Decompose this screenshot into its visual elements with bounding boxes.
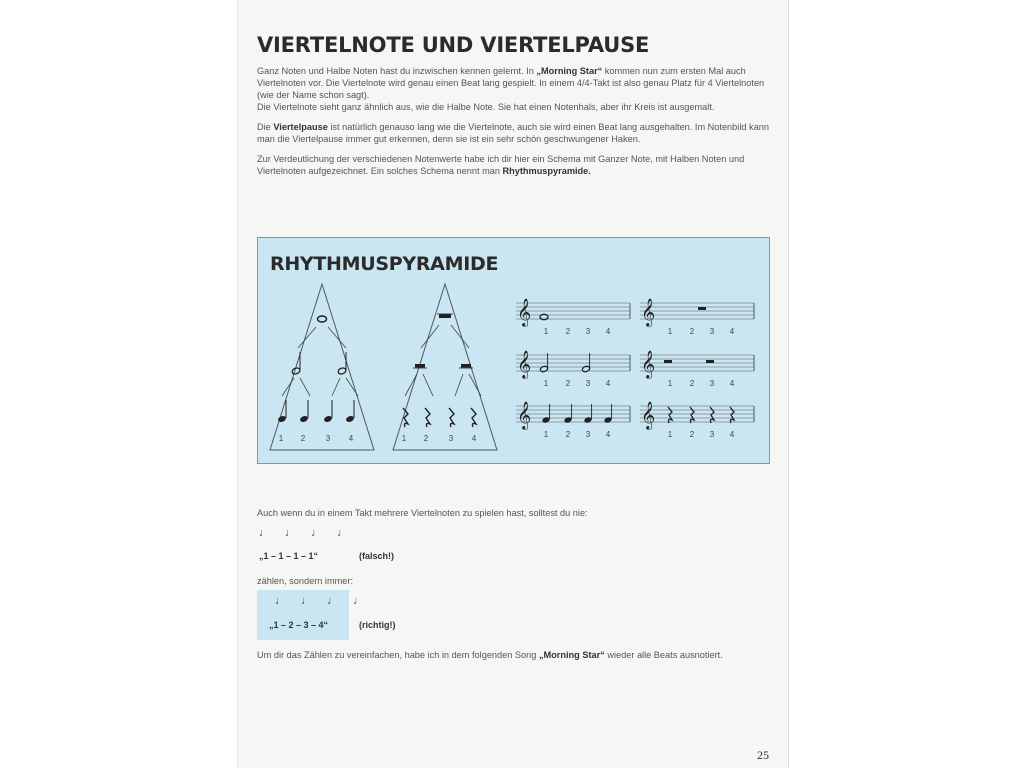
count-2: 2 [689,430,695,439]
quarter-notes-wrong: ♩ ♩ ♩ ♩ [259,527,355,539]
count-1: 1 [401,434,407,443]
count-2: 2 [565,327,571,336]
count-1: 1 [278,434,284,443]
treble-clef-icon: 𝄞 [641,298,656,326]
count-3: 3 [448,434,454,443]
song-title: „Morning Star“ [536,66,603,76]
bold-term: Viertelpause [273,122,328,132]
quarter-note-icon [584,416,593,423]
half-note-icon [540,365,549,372]
staff-quarter-notes [516,401,630,439]
song-title: „Morning Star“ [538,650,605,660]
count-2: 2 [300,434,306,443]
count-3: 3 [325,434,331,443]
staff-quarter-rests [640,401,754,439]
book-page [237,0,789,768]
half-rest-icon [706,360,714,363]
intro-paragraph-3 [257,153,777,177]
quarter-notes-right: ♩ ♩ ♩ ♩ [275,595,371,607]
count-4: 4 [605,430,611,439]
count-4: 4 [348,434,354,443]
text-run: Die [257,122,274,132]
count-4: 4 [471,434,477,443]
closing-sentence [257,650,723,660]
count-3: 3 [585,379,591,388]
text-run: Um dir das Zählen zu vereinfachen, habe ich in dem folgenden Song [257,650,539,660]
counting-instruction: Auch wenn du in einem Takt mehrere Viertelnoten zu spielen hast, solltest du nie: [257,508,588,518]
count-1: 1 [667,327,673,336]
count-4: 4 [729,327,735,336]
count-2: 2 [565,379,571,388]
text-run: wieder alle Beats ausnotiert. [604,650,723,660]
count-1: 1 [667,430,673,439]
wrong-count: „1 – 1 – 1 – 1“ [259,551,319,561]
count-3: 3 [709,430,715,439]
staff-examples [258,238,771,465]
half-rest-icon [664,360,672,363]
wrong-label: (falsch!) [359,551,395,561]
right-count: „1 – 2 – 3 – 4“ [269,620,329,630]
treble-clef-icon: 𝄞 [517,350,532,378]
text-run: ist natürlich genauso lang wie die Viertelnote, auch sie wird einen Beat lang ausgehalten. Im Notenbild kann man die Viertelpause immer gut erkennen, denn sie ist ein sehr schön geschwungener Haken. [257,122,769,144]
count-3: 3 [585,430,591,439]
quarter-note-icon [542,416,551,423]
count-2: 2 [565,430,571,439]
staff-whole-rest [640,298,754,336]
quarter-rest-icon [710,407,714,423]
staff-whole-note [516,298,630,336]
treble-clef-icon: 𝄞 [517,298,532,326]
count-1: 1 [543,430,549,439]
count-4: 4 [605,327,611,336]
count-2: 2 [423,434,429,443]
quarter-rest-icon [730,407,734,423]
count-4: 4 [729,430,735,439]
treble-clef-icon: 𝄞 [641,350,656,378]
text-run: Ganz Noten und Halbe Noten hast du inzwischen kennen gelernt. In [257,66,537,76]
treble-clef-icon: 𝄞 [517,401,532,429]
count-4: 4 [605,379,611,388]
treble-clef-icon: 𝄞 [641,401,656,429]
text-run: Die Viertelnote sieht ganz ähnlich aus, wie die Halbe Note. Sie hat einen Notenhals, aber ihr Kreis ist ausgemalt. [257,102,715,112]
intro-paragraph-2 [257,121,777,145]
whole-rest-icon [698,307,706,310]
quarter-note-icon [564,416,573,423]
count-3: 3 [709,327,715,336]
page-number: 25 [757,748,769,762]
staff-half-notes [516,350,630,388]
count-1: 1 [667,379,673,388]
intro-paragraph-1 [257,65,777,113]
counting-alternative: zählen, sondern immer: [257,576,354,586]
quarter-rest-icon [668,407,672,423]
count-1: 1 [543,327,549,336]
count-1: 1 [543,379,549,388]
staff-half-rests [640,350,754,388]
rhythm-pyramid-box [257,237,770,464]
right-label: (richtig!) [359,620,396,630]
quarter-note-icon [604,416,613,423]
count-3: 3 [709,379,715,388]
quarter-rest-icon [690,407,694,423]
bold-term: Rhythmuspyramide. [502,166,591,176]
box-title: RHYTHMUSPYRAMIDE [270,253,499,275]
text-run: kommen nun zum ersten Mal auch Viertelnoten vor. Die Viertelnote wird genau einen Beat lang gespielt. In einem 4/4-Takt ist also genau Platz für 4 Viertelnoten (wie der Name schon sagt). [257,66,765,100]
count-4: 4 [729,379,735,388]
page-title: VIERTELNOTE UND VIERTELPAUSE [257,33,650,57]
count-2: 2 [689,379,695,388]
count-2: 2 [689,327,695,336]
half-note-icon [582,365,591,372]
count-3: 3 [585,327,591,336]
text-run: Zur Verdeutlichung der verschiedenen Notenwerte habe ich dir hier ein Schema mit Ganzer Note, mit Halben Noten und Viertelnoten aufgezeichnet. Ein solches Schema nennt man [257,154,745,176]
